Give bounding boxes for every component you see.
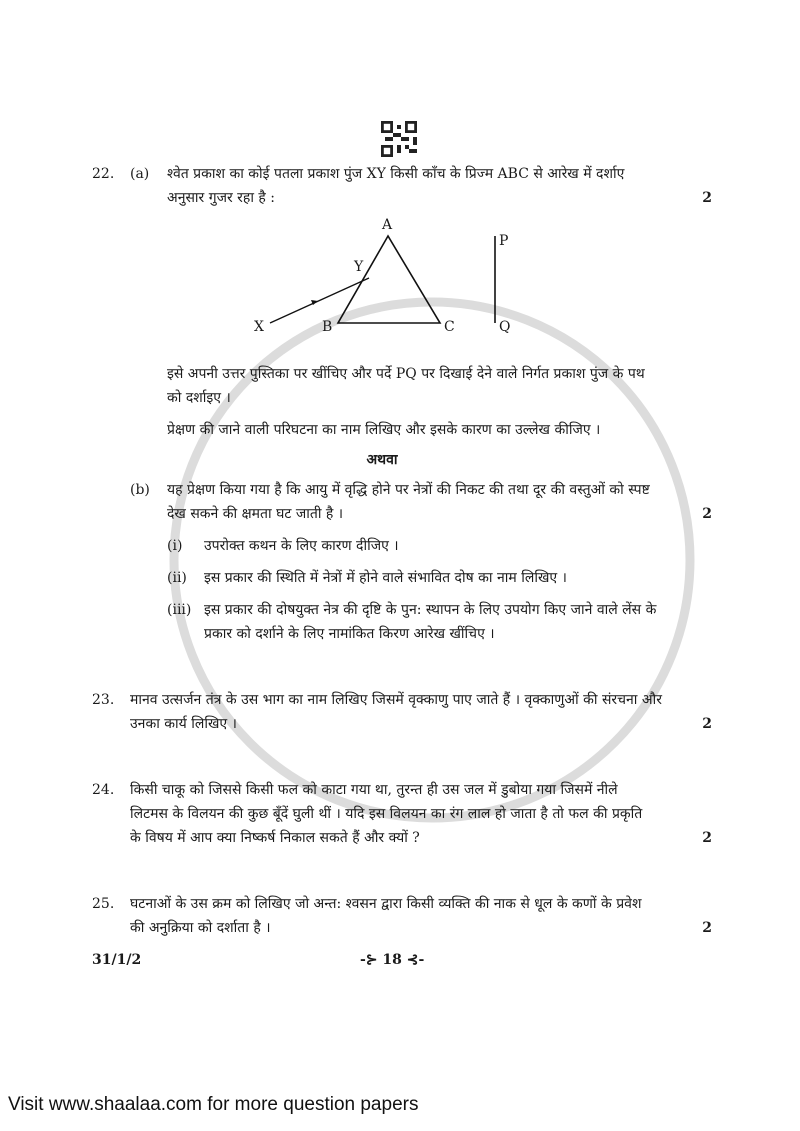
question-line: देख सकने की क्षमता घट जाती है । (167, 506, 344, 522)
question-paper (92, 162, 712, 972)
question-number: 25. (92, 896, 115, 912)
question-number: 23. (92, 692, 115, 708)
question-line: इसे अपनी उत्तर पुस्तिका पर खींचिए और पर्दे PQ पर दिखाई देने वाले निर्गत प्रकाश पुंज के पथ (167, 366, 645, 382)
question-line: के विषय में आप क्या निष्कर्ष निकाल सकते हैं और क्यों ? (130, 830, 420, 846)
page-number-decor (360, 948, 424, 972)
label-p: P (499, 233, 509, 249)
question-text (130, 688, 688, 736)
sub-label: (ii) (167, 570, 187, 586)
question-line: को दर्शाइए । (167, 390, 231, 406)
question-text (167, 162, 688, 210)
part-label: (a) (130, 166, 150, 182)
sub-text: प्रकार को दर्शाने के लिए नामांकित किरण आरेख खींचिए । (204, 626, 495, 642)
footer-link[interactable]: Visit www.shaalaa.com for more question papers (8, 1094, 419, 1115)
sub-text: इस प्रकार की स्थिति में नेत्रों में होने वाले संभावित दोष का नाम लिखिए । (204, 570, 567, 586)
sub-question (92, 598, 712, 646)
question-line: यह प्रेक्षण किया गया है कि आयु में वृद्धि होने पर नेत्रों की निकट की तथा दूर की वस्तुओं को स्पष्ट (167, 482, 650, 498)
or-heading: अथवा (366, 452, 398, 468)
question-text (167, 362, 688, 442)
sub-label: (i) (167, 538, 183, 554)
sub-text: उपरोक्त कथन के लिए कारण दीजिए । (204, 538, 399, 554)
prism-diagram (168, 210, 712, 362)
marks: 2 (702, 920, 712, 936)
question-text (167, 478, 688, 526)
question-23 (92, 688, 712, 736)
ornament-icon: -⊱ (360, 952, 378, 968)
marks: 2 (702, 506, 712, 522)
question-line: किसी चाकू को जिससे किसी फल को काटा गया था, तुरन्त ही उस जल में डुबोया गया जिसमें नीले (130, 782, 618, 798)
question-number: 22. (92, 166, 115, 182)
question-line: मानव उत्सर्जन तंत्र के उस भाग का नाम लिखिए जिसमें वृक्काणु पाए जाते हैं । वृक्काणुओं की संरचना और (130, 692, 662, 708)
question-25 (92, 892, 712, 940)
sub-label: (iii) (167, 602, 192, 618)
question-text (130, 778, 688, 850)
question-22a-instructions (92, 362, 712, 442)
label-y: Y (354, 259, 364, 275)
marks: 2 (702, 830, 712, 846)
ornament-icon: ⊰- (406, 952, 425, 968)
question-line: की अनुक्रिया को दर्शाता है । (130, 920, 271, 936)
question-24 (92, 778, 712, 850)
marks: 2 (702, 190, 712, 206)
question-line: उनका कार्य लिखिए । (130, 716, 237, 732)
question-line: अनुसार गुजर रहा है : (167, 190, 276, 206)
question-text (130, 892, 688, 940)
sub-question (92, 566, 712, 590)
label-b: B (322, 319, 333, 335)
part-label: (b) (130, 482, 150, 498)
paper-code: 31/1/2 (92, 952, 142, 968)
sub-text: इस प्रकार की दोषयुक्त नेत्र की दृष्टि के पुन: स्थापन के लिए उपयोग किए जाने वाले लेंस के (204, 602, 657, 618)
question-line: घटनाओं के उस क्रम को लिखिए जो अन्त: श्वसन द्वारा किसी व्यक्ति की नाक से धूल के कणों के प्रवेश (130, 896, 642, 912)
qr-code-icon (381, 121, 417, 157)
label-a: A (382, 217, 393, 233)
question-line: श्वेत प्रकाश का कोई पतला प्रकाश पुंज XY किसी काँच के प्रिज्म ABC से आरेख में दर्शाए (167, 166, 625, 182)
page-footer (92, 948, 712, 972)
question-line: प्रेक्षण की जाने वाली परिघटना का नाम लिखिए और इसके कारण का उल्लेख कीजिए । (167, 422, 601, 438)
label-q: Q (499, 319, 511, 335)
sub-question (92, 534, 712, 558)
label-c: C (444, 319, 455, 335)
question-22a (92, 162, 712, 210)
question-22b (92, 478, 712, 526)
question-number: 24. (92, 782, 115, 798)
page-number: 18 (382, 952, 402, 968)
label-x: X (254, 319, 264, 335)
marks: 2 (702, 716, 712, 732)
question-line: लिटमस के विलयन की कुछ बूँदें घुली थीं । यदि इस विलयन का रंग लाल हो जाता है तो फल की प्रकृति (130, 806, 643, 822)
